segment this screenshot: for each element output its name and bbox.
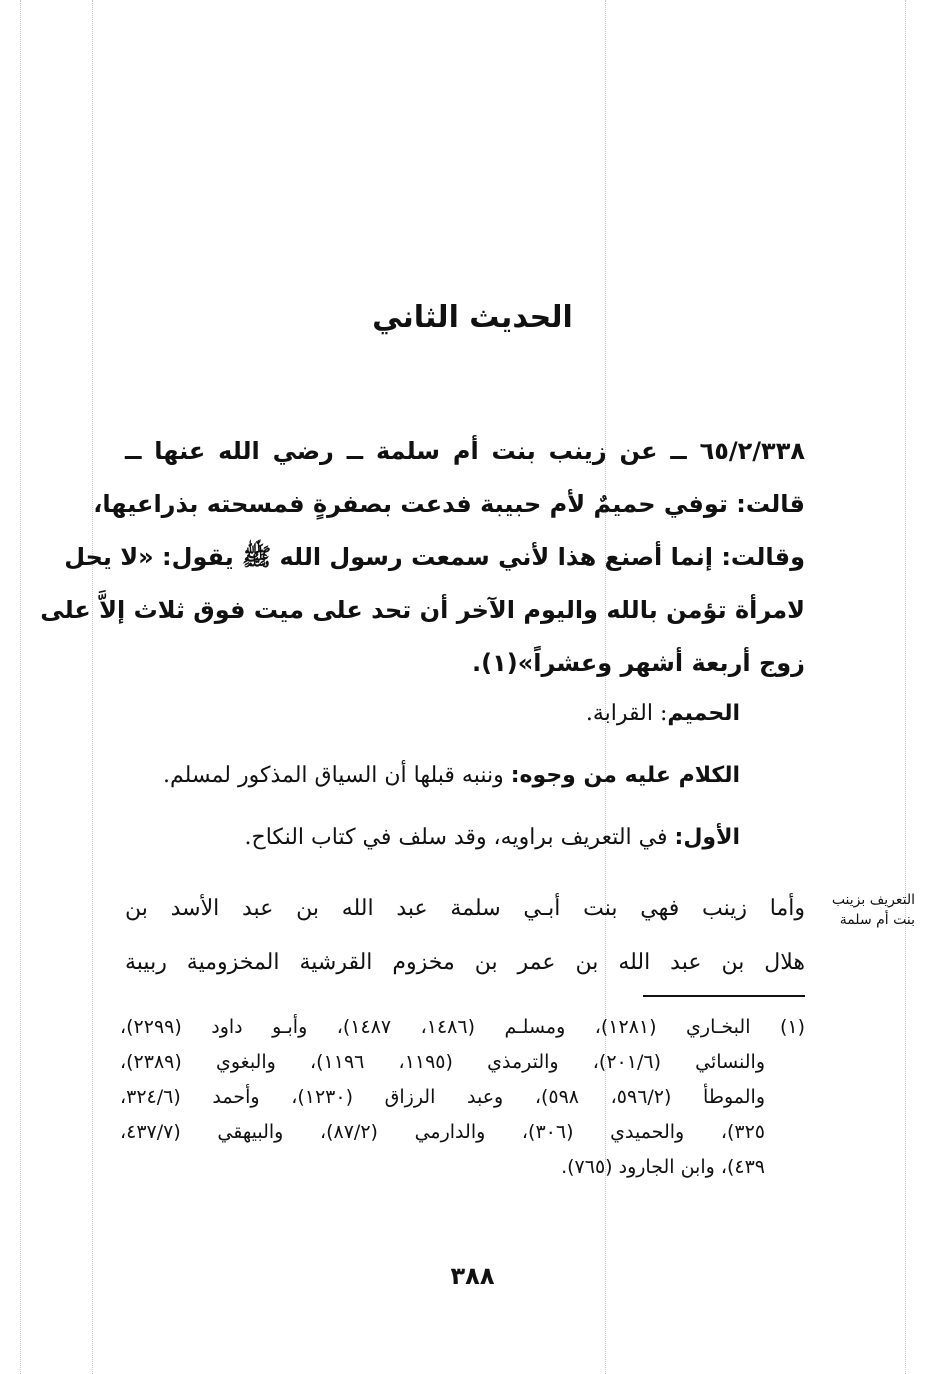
footnote-line: والموطأ (٥٩٦/٢، ٥٩٨)، وعبد الرزاق (١٢٣٠)، وأحمد (٣٢٤/٦، — [120, 1086, 766, 1108]
definition-meaning: : القرابة. — [585, 701, 668, 726]
paragraph-line: هلال بن عبد الله بن عمر بن مخزوم القرشية المخزومية ربيبة — [125, 950, 805, 975]
discussion-lead: الكلام عليه من وجوه: — [510, 763, 740, 788]
footnote-line: (١) البخـاري (١٢٨١)، ومسلـم (١٤٨٦، ١٤٨٧)، وأبـو داود (٢٢٩٩)، — [120, 1016, 806, 1038]
zainab-paragraph — [125, 882, 805, 990]
definition-term: الحميم — [667, 701, 740, 726]
margin-note — [815, 890, 915, 930]
footnotes — [120, 1010, 805, 1185]
paragraph-line: وأما زينب فهي بنت أبـي سلمة عبد الله بن عبد الأسد بن — [125, 896, 805, 921]
hadith-line: ٦٥/٢/٣٣٨ ــ عن زينب بنت أم سلمة ــ رضي الله عنها ــ — [125, 437, 805, 465]
margin-note-line: التعريف بزينب — [831, 892, 915, 908]
hadith-line: وقالت: إنما أصنع هذا لأني سمعت رسول الله ﷺ يقول: «لا يحل — [64, 543, 805, 571]
first-point-paragraph — [140, 822, 740, 854]
scan-edge-line-left — [20, 0, 21, 1374]
definition-paragraph — [140, 698, 740, 730]
scan-edge-line-right — [905, 0, 906, 1374]
footnote-line: والنسائي (٢٠١/٦)، والترمذي (١١٩٥، ١١٩٦)، والبغوي (٢٣٨٩)، — [120, 1051, 765, 1073]
hadith-text — [40, 425, 805, 690]
discussion-paragraph — [140, 760, 740, 792]
first-point-lead: الأول: — [674, 825, 740, 850]
first-point-text: في التعريف براويه، وقد سلف في كتاب النكاح. — [244, 825, 675, 850]
hadith-line: قالت: توفي حميمٌ لأم حبيبة فدعت بصفرةٍ فمسحته بذراعيها، — [93, 490, 805, 518]
section-title: الحديث الثاني — [372, 300, 573, 335]
footnote-separator — [643, 995, 805, 997]
discussion-text: وننبه قبلها أن السياق المذكور لمسلم. — [163, 763, 511, 788]
hadith-line: لامرأة تؤمن بالله واليوم الآخر أن تحد على ميت فوق ثلاث إلاَّ على — [40, 596, 805, 624]
scan-edge-line-left-inner — [92, 0, 93, 1374]
page-number: ٣٨٨ — [450, 1262, 495, 1290]
margin-note-line: بنت أم سلمة — [839, 912, 915, 928]
hadith-line: زوج أربعة أشهر وعشراً»(١). — [472, 649, 805, 677]
footnote-line: ٤٣٩)، وابن الجارود (٧٦٥). — [561, 1156, 765, 1178]
footnote-line: ٣٢٥)، والحميدي (٣٠٦)، والدارمي (٨٧/٢)، والبيهقي (٤٣٧/٧، — [120, 1121, 765, 1143]
